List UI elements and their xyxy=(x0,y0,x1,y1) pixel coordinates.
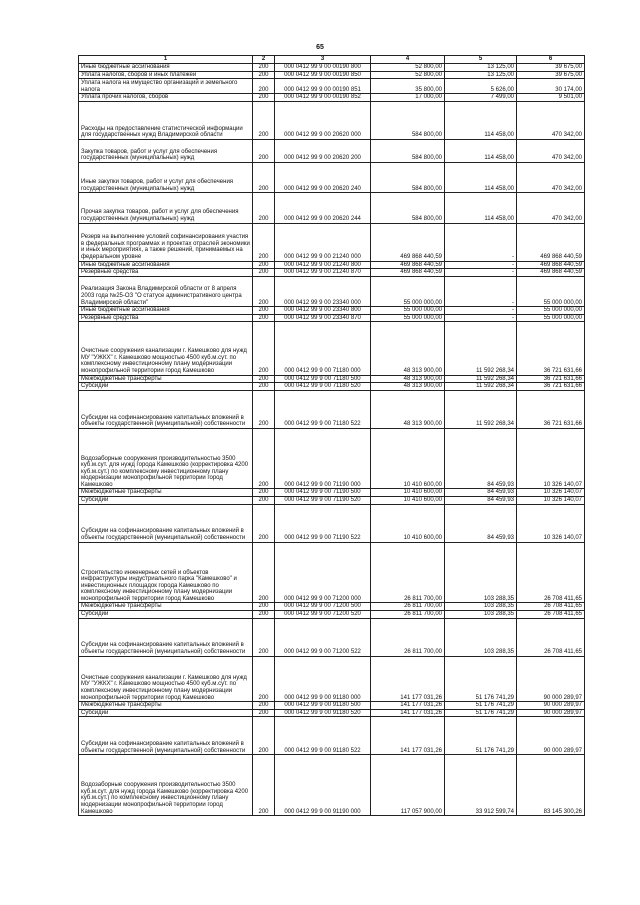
col-header-5: 5 xyxy=(445,56,517,64)
table-row xyxy=(79,322,585,375)
table-row xyxy=(79,269,585,277)
table-row xyxy=(79,139,585,162)
row-value-col6-cell: 55 000 000,00 xyxy=(517,314,585,322)
row-code-cell: 200 xyxy=(253,497,275,505)
table-row xyxy=(79,755,585,816)
table-row xyxy=(79,504,585,542)
row-classification-cell: 000 0412 99 9 00 91180 520 xyxy=(275,709,371,717)
row-name-cell: Субсидии xyxy=(79,611,253,619)
row-value-col5-cell: 51 176 741,29 xyxy=(445,717,517,755)
row-code-cell: 200 xyxy=(253,702,275,710)
row-code-cell: 200 xyxy=(253,390,275,428)
row-name-cell: Очистные сооружения канализации г. Камешково для нужд МУ "УЖКХ" г. Камешково мощностью 4500 куб.м.сут. по комплексному инвестиционному плану модернизации монопрофильной территории город Камешково xyxy=(79,322,253,375)
row-value-col5-cell: 33 912 599,74 xyxy=(445,755,517,816)
row-code-cell: 200 xyxy=(253,139,275,162)
row-value-col4-cell: 584 800,00 xyxy=(371,101,445,139)
row-value-col4-cell: 26 811 700,00 xyxy=(371,618,445,656)
table-row xyxy=(79,709,585,717)
row-value-col6-cell: 26 708 411,65 xyxy=(517,603,585,611)
row-value-col4-cell: 584 800,00 xyxy=(371,139,445,162)
row-value-col6-cell: 10 326 140,07 xyxy=(517,428,585,489)
row-name-cell: Межбюджетные трансферты xyxy=(79,375,253,383)
table-row xyxy=(79,64,585,72)
row-name-cell: Водозаборные сооружения производительностью 3500 куб.м.сут. для нужд города Камешково (корректировка 4200 куб.м.сут.) по комплексному инвестиционному плану модернизации монопрофильной территории город Камешково xyxy=(79,428,253,489)
table-row xyxy=(79,611,585,619)
row-value-col6-cell: 39 675,00 xyxy=(517,64,585,72)
table-row xyxy=(79,717,585,755)
table-row xyxy=(79,223,585,261)
row-name-cell: Водозаборные сооружения производительностью 3500 куб.м.сут. для нужд города Камешково (корректировка 4200 куб.м.сут.) по комплексному инвестиционному плану модернизации монопрофильной территории город Камешково xyxy=(79,755,253,816)
row-classification-cell: 000 0412 99 9 00 00190 800 xyxy=(275,64,371,72)
row-classification-cell: 000 0412 99 9 00 91180 500 xyxy=(275,702,371,710)
row-value-col5-cell: - xyxy=(445,223,517,261)
row-value-col5-cell: 13 125,00 xyxy=(445,71,517,79)
table-row xyxy=(79,656,585,702)
row-name-cell: Резерв на выполнение условий софинансирования участия в федеральных программах и проектах отраслей экономики и иных мероприятиях, а также решений, принимаемых на федеральном уровне xyxy=(79,223,253,261)
row-value-col5-cell: 7 499,00 xyxy=(445,94,517,102)
budget-table xyxy=(78,55,585,816)
table-row xyxy=(79,618,585,656)
row-value-col6-cell: 470 342,00 xyxy=(517,101,585,139)
row-classification-cell: 000 0412 99 9 00 00190 850 xyxy=(275,71,371,79)
row-value-col5-cell: 84 459,93 xyxy=(445,497,517,505)
row-name-cell: Уплата налога на имущество организаций и земельного налога xyxy=(79,79,253,94)
row-code-cell: 200 xyxy=(253,261,275,269)
row-classification-cell: 000 0412 99 9 00 91180 522 xyxy=(275,717,371,755)
row-value-col6-cell: 470 342,00 xyxy=(517,193,585,223)
row-code-cell: 200 xyxy=(253,504,275,542)
row-classification-cell: 000 0412 99 9 00 71180 520 xyxy=(275,383,371,391)
row-code-cell: 200 xyxy=(253,269,275,277)
row-value-col4-cell: 48 313 900,00 xyxy=(371,390,445,428)
row-value-col4-cell: 10 410 600,00 xyxy=(371,504,445,542)
row-code-cell: 200 xyxy=(253,383,275,391)
row-value-col6-cell: 90 000 289,97 xyxy=(517,709,585,717)
row-code-cell: 200 xyxy=(253,314,275,322)
row-value-col4-cell: 55 000 000,00 xyxy=(371,276,445,306)
row-code-cell: 200 xyxy=(253,71,275,79)
row-value-col4-cell: 469 868 440,59 xyxy=(371,261,445,269)
row-value-col5-cell: 103 288,35 xyxy=(445,603,517,611)
row-value-col6-cell: 469 868 440,59 xyxy=(517,261,585,269)
row-code-cell: 200 xyxy=(253,223,275,261)
row-value-col6-cell: 90 000 289,97 xyxy=(517,717,585,755)
row-value-col4-cell: 55 000 000,00 xyxy=(371,314,445,322)
row-value-col4-cell: 52 800,00 xyxy=(371,71,445,79)
row-classification-cell: 000 0412 99 9 00 20620 240 xyxy=(275,162,371,192)
row-classification-cell: 000 0412 99 9 00 23340 800 xyxy=(275,307,371,315)
row-value-col4-cell: 35 800,00 xyxy=(371,79,445,94)
row-classification-cell: 000 0412 99 9 00 71190 000 xyxy=(275,428,371,489)
row-code-cell: 200 xyxy=(253,603,275,611)
row-value-col6-cell: 9 501,00 xyxy=(517,94,585,102)
row-value-col6-cell: 55 000 000,00 xyxy=(517,276,585,306)
row-name-cell: Межбюджетные трансферты xyxy=(79,489,253,497)
row-classification-cell: 000 0412 99 9 00 21240 800 xyxy=(275,261,371,269)
row-value-col6-cell: 10 326 140,07 xyxy=(517,489,585,497)
table-row xyxy=(79,375,585,383)
row-code-cell: 200 xyxy=(253,755,275,816)
row-value-col4-cell: 141 177 031,26 xyxy=(371,656,445,702)
row-name-cell: Субсидии на софинансирование капитальных вложений в объекты государственной (муниципальной) собственности xyxy=(79,504,253,542)
row-value-col4-cell: 584 800,00 xyxy=(371,193,445,223)
row-value-col5-cell: 11 592 268,34 xyxy=(445,383,517,391)
row-classification-cell: 000 0412 99 9 00 23340 000 xyxy=(275,276,371,306)
row-name-cell: Реализация Закона Владимирской области от 8 апреля 2003 года №25-ОЗ "О статусе административного центра Владимирской области" xyxy=(79,276,253,306)
row-classification-cell: 000 0412 99 9 00 21240 000 xyxy=(275,223,371,261)
row-value-col6-cell: 470 342,00 xyxy=(517,139,585,162)
row-classification-cell: 000 0412 99 9 00 71190 522 xyxy=(275,504,371,542)
row-value-col4-cell: 55 000 000,00 xyxy=(371,307,445,315)
row-value-col5-cell: 11 592 268,34 xyxy=(445,375,517,383)
row-classification-cell: 000 0412 99 9 00 20620 000 xyxy=(275,101,371,139)
row-name-cell: Резервные средства xyxy=(79,314,253,322)
table-row xyxy=(79,162,585,192)
row-value-col4-cell: 141 177 031,26 xyxy=(371,702,445,710)
row-name-cell: Иные бюджетные ассигнования xyxy=(79,307,253,315)
row-classification-cell: 000 0412 99 9 00 71200 522 xyxy=(275,618,371,656)
table-row xyxy=(79,193,585,223)
row-code-cell: 200 xyxy=(253,428,275,489)
row-value-col5-cell: - xyxy=(445,314,517,322)
row-value-col6-cell: 36 721 631,66 xyxy=(517,375,585,383)
row-value-col5-cell: 51 176 741,29 xyxy=(445,702,517,710)
table-row xyxy=(79,489,585,497)
col-header-2: 2 xyxy=(253,56,275,64)
row-name-cell: Субсидии на софинансирование капитальных вложений в объекты государственной (муниципальной) собственности xyxy=(79,717,253,755)
row-value-col6-cell: 36 721 631,66 xyxy=(517,383,585,391)
row-code-cell: 200 xyxy=(253,79,275,94)
row-name-cell: Межбюджетные трансферты xyxy=(79,702,253,710)
row-value-col5-cell: 51 176 741,29 xyxy=(445,709,517,717)
row-value-col6-cell: 36 721 631,66 xyxy=(517,322,585,375)
row-name-cell: Субсидии xyxy=(79,709,253,717)
row-value-col4-cell: 26 811 700,00 xyxy=(371,603,445,611)
table-row xyxy=(79,702,585,710)
row-name-cell: Строительство инженерных сетей и объектов инфраструктуры индустриального парка "Камешково" и инвестиционных площадок города Камешково по комплексному инвестиционному плану модернизации монопрофильной территории город Камешково xyxy=(79,542,253,603)
row-name-cell: Очистные сооружения канализации г. Камешково для нужд МУ "УЖКХ" г. Камешково мощностью 4500 куб.м.сут. по комплексному инвестиционному плану модернизации монопрофильной территории город Камешково xyxy=(79,656,253,702)
table-row xyxy=(79,497,585,505)
row-value-col4-cell: 10 410 600,00 xyxy=(371,497,445,505)
row-value-col6-cell: 10 326 140,07 xyxy=(517,497,585,505)
row-value-col4-cell: 141 177 031,26 xyxy=(371,717,445,755)
row-code-cell: 200 xyxy=(253,717,275,755)
row-value-col4-cell: 17 000,00 xyxy=(371,94,445,102)
row-classification-cell: 000 0412 99 9 00 71200 000 xyxy=(275,542,371,603)
table-row xyxy=(79,94,585,102)
row-value-col6-cell: 26 708 411,65 xyxy=(517,618,585,656)
row-code-cell: 200 xyxy=(253,618,275,656)
table-row xyxy=(79,603,585,611)
row-value-col4-cell: 26 811 700,00 xyxy=(371,611,445,619)
row-value-col5-cell: 51 176 741,29 xyxy=(445,656,517,702)
row-classification-cell: 000 0412 99 9 00 91180 000 xyxy=(275,656,371,702)
row-name-cell: Иные бюджетные ассигнования xyxy=(79,261,253,269)
row-value-col4-cell: 141 177 031,26 xyxy=(371,709,445,717)
row-name-cell: Субсидии xyxy=(79,497,253,505)
table-row xyxy=(79,390,585,428)
row-value-col6-cell: 30 174,00 xyxy=(517,79,585,94)
row-classification-cell: 000 0412 99 9 00 00190 851 xyxy=(275,79,371,94)
row-code-cell: 200 xyxy=(253,489,275,497)
row-classification-cell: 000 0412 99 9 00 71200 500 xyxy=(275,603,371,611)
row-value-col6-cell: 26 708 411,65 xyxy=(517,542,585,603)
row-value-col4-cell: 10 410 600,00 xyxy=(371,489,445,497)
row-code-cell: 200 xyxy=(253,276,275,306)
row-value-col6-cell: 90 000 289,97 xyxy=(517,656,585,702)
table-row xyxy=(79,428,585,489)
row-code-cell: 200 xyxy=(253,709,275,717)
col-header-6: 6 xyxy=(517,56,585,64)
row-value-col6-cell: 470 342,00 xyxy=(517,162,585,192)
row-name-cell: Прочая закупка товаров, работ и услуг для обеспечения государственных (муниципальных) нужд xyxy=(79,193,253,223)
row-code-cell: 200 xyxy=(253,307,275,315)
row-value-col6-cell: 55 000 000,00 xyxy=(517,307,585,315)
row-name-cell: Субсидии на софинансирование капитальных вложений в объекты государственной (муниципальной) собственности xyxy=(79,618,253,656)
row-value-col5-cell: - xyxy=(445,261,517,269)
table-row xyxy=(79,101,585,139)
row-code-cell: 200 xyxy=(253,101,275,139)
row-value-col5-cell: 11 592 268,34 xyxy=(445,390,517,428)
row-value-col6-cell: 469 868 440,59 xyxy=(517,269,585,277)
row-classification-cell: 000 0412 99 9 00 20620 244 xyxy=(275,193,371,223)
table-row xyxy=(79,71,585,79)
row-classification-cell: 000 0412 99 9 00 71200 520 xyxy=(275,611,371,619)
row-value-col4-cell: 26 811 700,00 xyxy=(371,542,445,603)
row-value-col6-cell: 10 326 140,07 xyxy=(517,504,585,542)
row-value-col4-cell: 48 313 900,00 xyxy=(371,322,445,375)
row-value-col5-cell: - xyxy=(445,276,517,306)
row-value-col5-cell: 114 458,00 xyxy=(445,193,517,223)
row-name-cell: Закупка товаров, работ и услуг для обеспечения государственных (муниципальных) нужд xyxy=(79,139,253,162)
table-row xyxy=(79,542,585,603)
row-value-col5-cell: 103 288,35 xyxy=(445,618,517,656)
row-classification-cell: 000 0412 99 9 00 20620 200 xyxy=(275,139,371,162)
row-name-cell: Субсидии на софинансирование капитальных вложений в объекты государственной (муниципальной) собственности xyxy=(79,390,253,428)
row-code-cell: 200 xyxy=(253,611,275,619)
row-classification-cell: 000 0412 99 9 00 71180 522 xyxy=(275,390,371,428)
row-value-col6-cell: 469 868 440,59 xyxy=(517,223,585,261)
row-classification-cell: 000 0412 99 9 00 71180 500 xyxy=(275,375,371,383)
row-name-cell: Уплата прочих налогов, сборов xyxy=(79,94,253,102)
row-value-col4-cell: 52 800,00 xyxy=(371,64,445,72)
row-code-cell: 200 xyxy=(253,94,275,102)
row-code-cell: 200 xyxy=(253,542,275,603)
row-code-cell: 200 xyxy=(253,64,275,72)
row-value-col5-cell: 103 288,35 xyxy=(445,611,517,619)
row-value-col5-cell: - xyxy=(445,269,517,277)
row-name-cell: Уплата налогов, сборов и иных платежей xyxy=(79,71,253,79)
table-row xyxy=(79,261,585,269)
row-name-cell: Межбюджетные трансферты xyxy=(79,603,253,611)
table-row xyxy=(79,314,585,322)
row-classification-cell: 000 0412 99 9 00 91190 000 xyxy=(275,755,371,816)
col-header-4: 4 xyxy=(371,56,445,64)
row-name-cell: Расходы на предоставление статистической информации для государственных нужд Владимирской области xyxy=(79,101,253,139)
row-value-col5-cell: 114 458,00 xyxy=(445,139,517,162)
row-classification-cell: 000 0412 99 9 00 71190 500 xyxy=(275,489,371,497)
page-number: 65 xyxy=(316,44,324,51)
row-value-col5-cell: - xyxy=(445,307,517,315)
row-classification-cell: 000 0412 99 9 00 23340 870 xyxy=(275,314,371,322)
row-value-col5-cell: 84 459,93 xyxy=(445,428,517,489)
row-code-cell: 200 xyxy=(253,162,275,192)
col-header-3: 3 xyxy=(275,56,371,64)
row-classification-cell: 000 0412 99 9 00 21240 870 xyxy=(275,269,371,277)
header-row xyxy=(79,56,585,64)
row-name-cell: Иные бюджетные ассигнования xyxy=(79,64,253,72)
table-row xyxy=(79,276,585,306)
row-value-col6-cell: 36 721 631,66 xyxy=(517,390,585,428)
row-value-col5-cell: 13 125,00 xyxy=(445,64,517,72)
row-value-col4-cell: 469 868 440,59 xyxy=(371,223,445,261)
row-code-cell: 200 xyxy=(253,375,275,383)
row-name-cell: Резервные средства xyxy=(79,269,253,277)
table-row xyxy=(79,79,585,94)
row-classification-cell: 000 0412 99 9 00 71190 520 xyxy=(275,497,371,505)
row-value-col6-cell: 39 675,00 xyxy=(517,71,585,79)
table-row xyxy=(79,307,585,315)
row-value-col5-cell: 11 592 268,34 xyxy=(445,322,517,375)
row-value-col5-cell: 114 458,00 xyxy=(445,101,517,139)
row-value-col4-cell: 584 800,00 xyxy=(371,162,445,192)
row-value-col5-cell: 84 459,93 xyxy=(445,489,517,497)
row-name-cell: Иные закупки товаров, работ и услуг для обеспечения государственных (муниципальных) нужд xyxy=(79,162,253,192)
row-classification-cell: 000 0412 99 9 00 71180 000 xyxy=(275,322,371,375)
row-value-col5-cell: 114 458,00 xyxy=(445,162,517,192)
row-value-col5-cell: 5 626,00 xyxy=(445,79,517,94)
row-value-col6-cell: 90 000 289,97 xyxy=(517,702,585,710)
row-value-col5-cell: 103 288,35 xyxy=(445,542,517,603)
row-value-col5-cell: 84 459,93 xyxy=(445,504,517,542)
row-value-col4-cell: 117 057 900,00 xyxy=(371,755,445,816)
row-value-col4-cell: 469 868 440,59 xyxy=(371,269,445,277)
col-header-1: 1 xyxy=(79,56,253,64)
row-name-cell: Субсидии xyxy=(79,383,253,391)
row-value-col4-cell: 48 313 900,00 xyxy=(371,383,445,391)
row-value-col6-cell: 26 708 411,65 xyxy=(517,611,585,619)
row-code-cell: 200 xyxy=(253,656,275,702)
row-value-col6-cell: 83 145 300,26 xyxy=(517,755,585,816)
row-code-cell: 200 xyxy=(253,193,275,223)
table-row xyxy=(79,383,585,391)
row-value-col4-cell: 48 313 900,00 xyxy=(371,375,445,383)
row-value-col4-cell: 10 410 600,00 xyxy=(371,428,445,489)
row-classification-cell: 000 0412 99 9 00 00190 852 xyxy=(275,94,371,102)
row-code-cell: 200 xyxy=(253,322,275,375)
